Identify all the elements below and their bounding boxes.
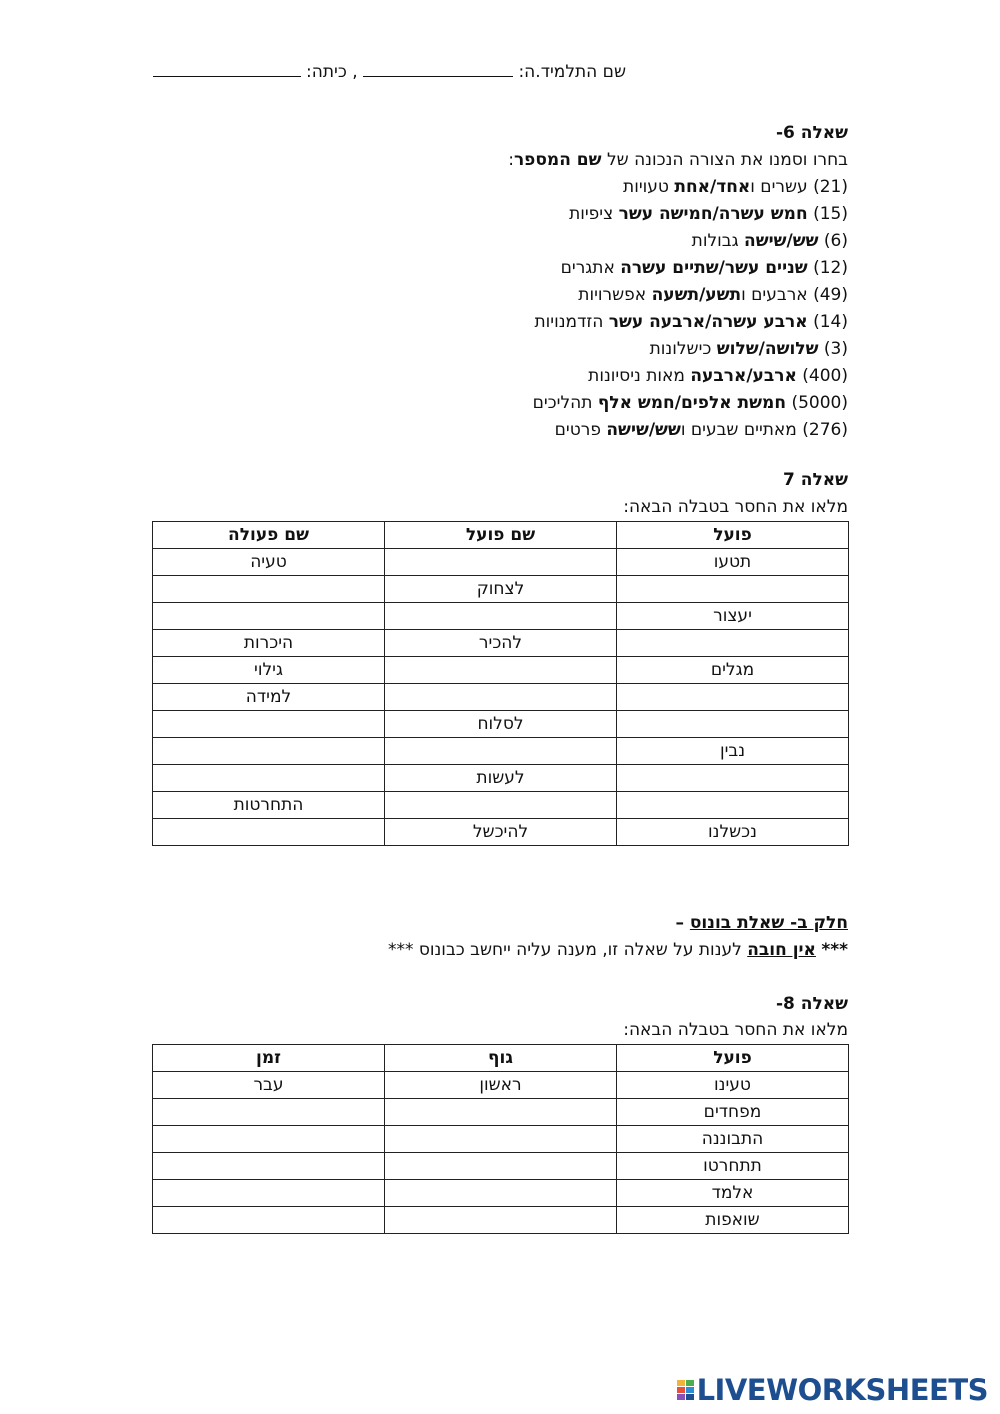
- note-stars: ***: [821, 940, 848, 960]
- q7-table-cell: טעיה: [153, 549, 385, 576]
- q6-item-options[interactable]: ארבע עשרה/ארבעה עשר: [608, 312, 808, 332]
- note-text: לענות על שאלה זו, מענה עליה ייחשב כבונוס ***: [387, 940, 742, 960]
- q7-title: שאלה 7: [783, 470, 848, 490]
- logo-block: [677, 1380, 685, 1386]
- q7-blank-cell[interactable]: [617, 684, 849, 711]
- q7-table-row: [153, 819, 849, 846]
- q8-table-cell: אלמד: [617, 1180, 849, 1207]
- q6-item-noun: פרטים: [554, 420, 601, 440]
- q7-blank-cell[interactable]: [617, 630, 849, 657]
- part-b-note: [388, 940, 848, 960]
- q7-table-row: [153, 603, 849, 630]
- q8-blank-cell[interactable]: [153, 1126, 385, 1153]
- q6-title: שאלה 6-: [775, 123, 848, 143]
- student-info-line: [153, 62, 626, 82]
- q6-item-options[interactable]: חמש עשרה/חמישה עשר: [618, 204, 808, 224]
- student-name-blank[interactable]: [363, 62, 513, 77]
- q6-item-number: (6): [823, 231, 848, 251]
- q6-item: [533, 228, 848, 255]
- q6-item-noun: ציפיות: [569, 204, 614, 224]
- q6-item: [533, 363, 848, 390]
- q7-column-header: שם פעולה: [153, 522, 385, 549]
- part-b-title: חלק ב- שאלת בונוס: [689, 913, 848, 933]
- q7-table-cell: התחרטות: [153, 792, 385, 819]
- q6-item-noun: מאות ניסיונות: [588, 366, 685, 386]
- q7-blank-cell[interactable]: [617, 765, 849, 792]
- q6-item-options[interactable]: אחד/אחת: [674, 177, 751, 197]
- q7-blank-cell[interactable]: [385, 684, 617, 711]
- q6-item: [533, 201, 848, 228]
- q7-header-row: [153, 522, 849, 549]
- q7-table-cell: להכיר: [385, 630, 617, 657]
- q7-blank-cell[interactable]: [385, 738, 617, 765]
- q7-table-row: [153, 765, 849, 792]
- q6-item-noun: תהליכים: [532, 393, 593, 413]
- q7-table-cell: להיכשל: [385, 819, 617, 846]
- q6-item-noun: אתגרים: [560, 258, 615, 278]
- q7-table-row: [153, 657, 849, 684]
- class-blank[interactable]: [153, 62, 301, 77]
- q6-item-noun: הזדמנויות: [534, 312, 604, 332]
- q6-item-number: (49): [813, 285, 848, 305]
- q7-table-cell: למידה: [153, 684, 385, 711]
- q7-table-cell: תטעו: [617, 549, 849, 576]
- q6-item-options[interactable]: תשע/תשעה: [651, 285, 742, 305]
- q8-column-header: גוף: [385, 1045, 617, 1072]
- q6-instruction: [508, 150, 848, 170]
- q8-blank-cell[interactable]: [385, 1207, 617, 1234]
- q6-instruction-suffix: :: [508, 150, 514, 170]
- q8-table-cell: מפחדים: [617, 1099, 849, 1126]
- q8-table-cell: ראשון: [385, 1072, 617, 1099]
- q6-item-number: (12): [813, 258, 848, 278]
- q6-item-prefix: ארבעים ו: [741, 285, 808, 305]
- student-name-label: שם התלמיד.ה:: [518, 62, 626, 82]
- q8-blank-cell[interactable]: [153, 1099, 385, 1126]
- q8-blank-cell[interactable]: [385, 1126, 617, 1153]
- q8-table-cell: התבוננה: [617, 1126, 849, 1153]
- q6-item-noun: אפשרויות: [578, 285, 647, 305]
- q8-column-header: זמן: [153, 1045, 385, 1072]
- q7-blank-cell[interactable]: [153, 819, 385, 846]
- q7-table-row: [153, 792, 849, 819]
- q6-item: [533, 336, 848, 363]
- q6-item-number: (400): [802, 366, 848, 386]
- q8-table-row: [153, 1099, 849, 1126]
- liveworksheets-logo: [677, 1375, 988, 1405]
- q7-table-cell: לצחוק: [385, 576, 617, 603]
- q8-table-row: [153, 1207, 849, 1234]
- q6-item-number: (3): [823, 339, 848, 359]
- q7-table-row: [153, 738, 849, 765]
- q6-item-options[interactable]: ארבע/ארבעה: [690, 366, 797, 386]
- q6-item: [533, 390, 848, 417]
- q6-item-number: (15): [813, 204, 848, 224]
- q6-item-options[interactable]: שניים עשר/שתיים עשרה: [620, 258, 808, 278]
- part-b-heading: [675, 913, 848, 933]
- q8-blank-cell[interactable]: [385, 1153, 617, 1180]
- q7-blank-cell[interactable]: [385, 549, 617, 576]
- q6-item-prefix: עשרים ו: [750, 177, 808, 197]
- q8-instruction: מלאו את החסר בטבלה הבאה:: [623, 1020, 848, 1040]
- q7-table-cell: מגלים: [617, 657, 849, 684]
- q7-blank-cell[interactable]: [617, 711, 849, 738]
- q6-instruction-bold: שם המספר: [513, 150, 602, 170]
- q6-item-options[interactable]: שש/שישה: [606, 420, 681, 440]
- q7-table-cell: יעצור: [617, 603, 849, 630]
- q7-blank-cell[interactable]: [153, 711, 385, 738]
- q7-column-header: פועל: [617, 522, 849, 549]
- q7-instruction: מלאו את החסר בטבלה הבאה:: [623, 497, 848, 517]
- q8-table-row: [153, 1126, 849, 1153]
- q7-table-cell: נבין: [617, 738, 849, 765]
- q6-item-list: [533, 174, 848, 444]
- q7-column-header: שם פועל: [385, 522, 617, 549]
- q6-item-number: (14): [813, 312, 848, 332]
- q6-item-noun: טעויות: [623, 177, 669, 197]
- q6-item: [533, 255, 848, 282]
- q8-title: שאלה 8-: [775, 994, 848, 1014]
- q8-blank-cell[interactable]: [385, 1099, 617, 1126]
- logo-block: [686, 1387, 694, 1393]
- q6-item: [533, 174, 848, 201]
- q6-item: [533, 282, 848, 309]
- q7-table-row: [153, 711, 849, 738]
- class-label: , כיתה:: [306, 62, 358, 82]
- q6-instruction-prefix: בחרו וסמנו את הצורה הנכונה של: [606, 150, 848, 170]
- q7-table-row: [153, 684, 849, 711]
- q7-blank-cell[interactable]: [153, 576, 385, 603]
- q8-blank-cell[interactable]: [153, 1153, 385, 1180]
- q8-blank-cell[interactable]: [153, 1207, 385, 1234]
- logo-text: LIVEWORKSHEETS: [696, 1373, 988, 1407]
- q7-blank-cell[interactable]: [153, 765, 385, 792]
- q8-table-row: [153, 1180, 849, 1207]
- q8-header-row: [153, 1045, 849, 1072]
- q6-item-options[interactable]: חמשת אלפים/חמש אלף: [597, 393, 787, 413]
- q7-table-cell: גילוי: [153, 657, 385, 684]
- q6-item-options[interactable]: שש/שישה: [744, 231, 819, 251]
- q7-table-row: [153, 630, 849, 657]
- q6-item-number: (276): [802, 420, 848, 440]
- q7-table-cell: לעשות: [385, 765, 617, 792]
- q7-table-row: [153, 549, 849, 576]
- note-optional: אין חובה: [747, 940, 816, 960]
- q7-table-cell: לסלוח: [385, 711, 617, 738]
- q8-table-row: [153, 1072, 849, 1099]
- q8-blank-cell[interactable]: [385, 1180, 617, 1207]
- q6-item-number: (5000): [791, 393, 848, 413]
- logo-block: [677, 1387, 685, 1393]
- q7-blank-cell[interactable]: [385, 792, 617, 819]
- q6-item: [533, 309, 848, 336]
- q7-blank-cell[interactable]: [385, 657, 617, 684]
- logo-block: [677, 1394, 685, 1400]
- q7-blank-cell[interactable]: [153, 738, 385, 765]
- q8-table-cell: עבר: [153, 1072, 385, 1099]
- q8-table-row: [153, 1153, 849, 1180]
- q6-item: [533, 417, 848, 444]
- q7-table-cell: נכשלנו: [617, 819, 849, 846]
- q8-table: [152, 1044, 849, 1234]
- logo-block: [686, 1380, 694, 1386]
- q8-blank-cell[interactable]: [153, 1180, 385, 1207]
- q7-table-row: [153, 576, 849, 603]
- q6-item-prefix: מאתיים שבעים ו: [680, 420, 797, 440]
- q8-table-cell: טעינו: [617, 1072, 849, 1099]
- q8-table-cell: תתחרטו: [617, 1153, 849, 1180]
- logo-block: [686, 1394, 694, 1400]
- q8-table-cell: שואפות: [617, 1207, 849, 1234]
- q7-table: [152, 521, 849, 846]
- q6-item-noun: כישלונות: [649, 339, 712, 359]
- q8-column-header: פועל: [617, 1045, 849, 1072]
- q6-item-number: (21): [813, 177, 848, 197]
- q7-blank-cell[interactable]: [153, 603, 385, 630]
- q7-blank-cell[interactable]: [617, 792, 849, 819]
- q6-item-options[interactable]: שלושה/שלוש: [716, 339, 819, 359]
- q6-item-noun: גבולות: [691, 231, 739, 251]
- q7-blank-cell[interactable]: [385, 603, 617, 630]
- logo-mark-icon: [677, 1380, 694, 1400]
- q7-blank-cell[interactable]: [617, 576, 849, 603]
- q7-table-cell: היכרות: [153, 630, 385, 657]
- part-b-dash: –: [675, 913, 684, 933]
